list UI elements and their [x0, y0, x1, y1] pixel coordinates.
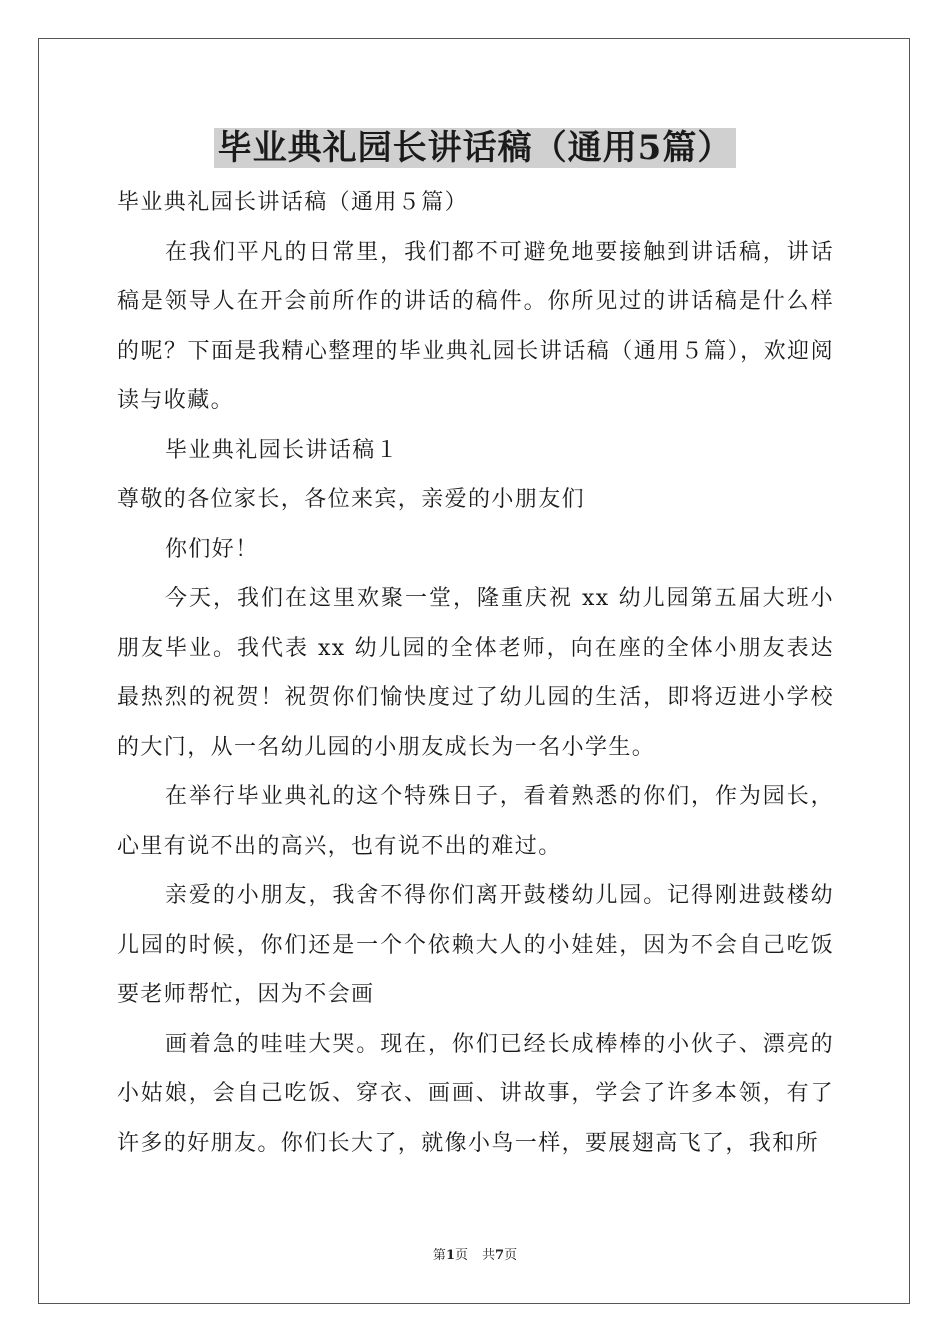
paragraph-intro: 在我们平凡的日常里，我们都不可避免地要接触到讲话稿，讲话稿是领导人在开会前所作的讲话的稿件。你所见过的讲话稿是什么样的呢？下面是我精心整理的毕业典礼园长讲话稿（通用５篇），欢迎阅读与收藏。 [117, 239, 834, 413]
footer-page-number: 1 [445, 1248, 455, 1263]
paragraph-subtitle: 毕业典礼园长讲话稿（通用５篇） [117, 190, 469, 215]
paragraph-body-1: 今天，我们在这里欢聚一堂，隆重庆祝 xx 幼儿园第五届大班小朋友毕业。我代表 xx 幼儿园的全体老师，向在座的全体小朋友表达最热烈的祝贺！祝贺你们愉快度过了幼儿园的生活，即将迈进小学校的大门，从一名幼儿园的小朋友成长为一名小学生。 [117, 586, 834, 760]
paragraph-salutation: 尊敬的各位家长，各位来宾，亲爱的小朋友们 [117, 487, 586, 512]
section-heading: 毕业典礼园长讲话稿１ [165, 437, 400, 463]
footer-page-prefix: 第 [432, 1248, 446, 1263]
page-footer [0, 1246, 950, 1266]
document-body [117, 178, 834, 1168]
footer-total-prefix: 共 [482, 1248, 496, 1263]
paragraph-greeting: 你们好！ [165, 536, 259, 562]
document-title [0, 126, 950, 170]
paragraph-body-3: 亲爱的小朋友，我舍不得你们离开鼓楼幼儿园。记得刚进鼓楼幼儿园的时候，你们还是一个个依赖大人的小娃娃，因为不会自己吃饭要老师帮忙，因为不会画 [117, 883, 834, 1007]
footer-total-suffix: 页 [504, 1248, 518, 1263]
paragraph-body-4: 画着急的哇哇大哭。现在，你们已经长成棒棒的小伙子、漂亮的小姑娘，会自己吃饭、穿衣、画画、讲故事，学会了许多本领，有了许多的好朋友。你们长大了，就像小鸟一样，要展翅高飞了，我和所 [117, 1031, 834, 1156]
footer-page-suffix: 页 [454, 1248, 468, 1263]
footer-total-pages: 7 [495, 1248, 505, 1263]
paragraph-body-2: 在举行毕业典礼的这个特殊日子，看着熟悉的你们，作为园长，心里有说不出的高兴，也有说不出的难过。 [117, 784, 834, 859]
document-title-text: 毕业典礼园长讲话稿（通用5篇） [214, 128, 737, 168]
